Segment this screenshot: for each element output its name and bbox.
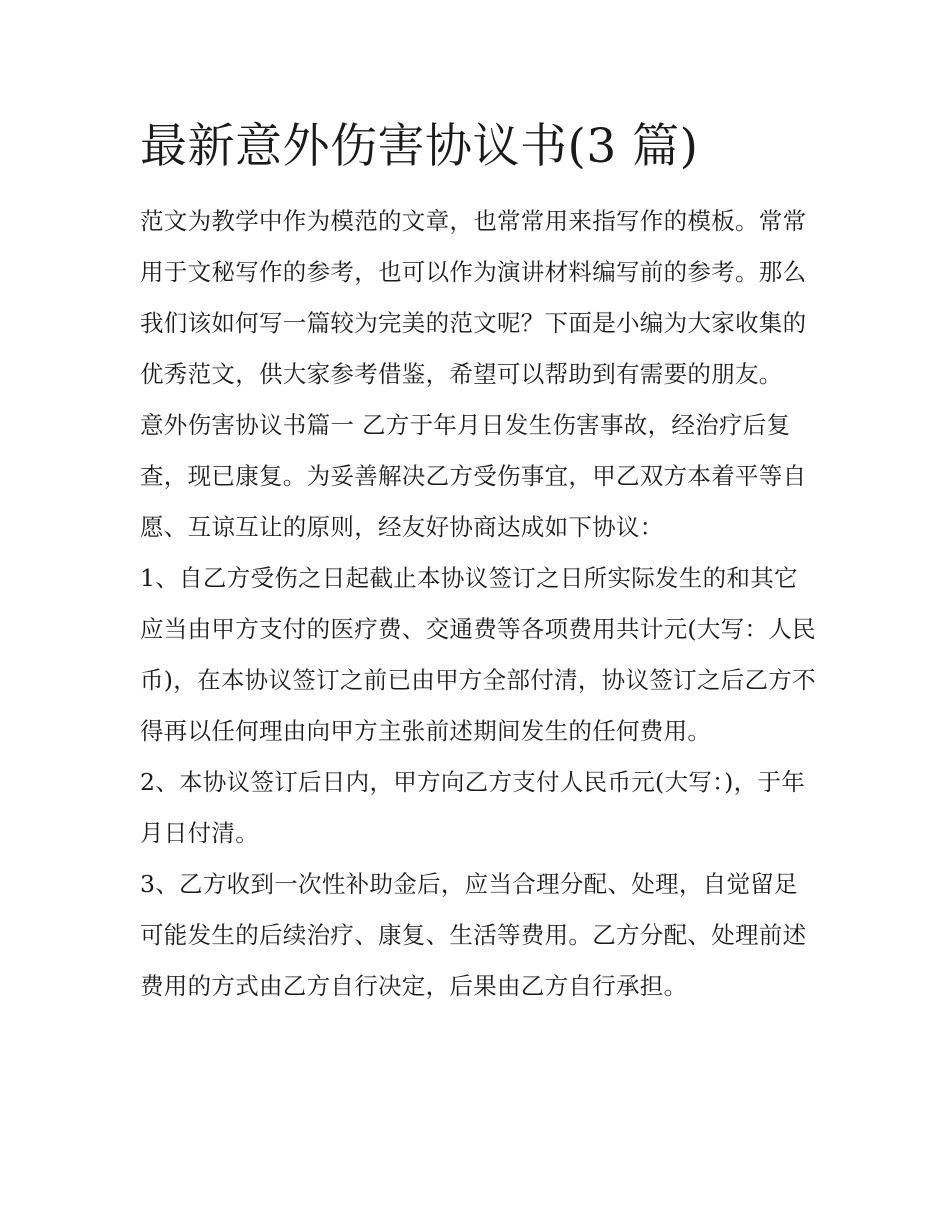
document-page (140, 112, 816, 1012)
clause-1: 1、自乙方受伤之日起截止本协议签订之日所实际发生的和其它应当由甲方支付的医疗费、交通费等各项费用共计元(大写：人民币)，在本协议签订之前已由甲方全部付清，协议签订之后乙方不得再以任何理由向甲方主张前述期间发生的任何费用。 (140, 564, 816, 745)
agreement-preamble: 意外伤害协议书篇一 乙方于年月日发生伤害事故，经治疗后复查，现已康复。为妥善解决乙方受伤事宜，甲乙双方本着平等自愿、互谅互让的原则，经友好协商达成如下协议： (140, 411, 807, 541)
document-title: 最新意外伤害协议书(3 篇) (140, 119, 699, 174)
intro-paragraph: 范文为教学中作为模范的文章，也常常用来指写作的模板。常常用于文秘写作的参考，也可以作为演讲材料编写前的参考。那么我们该如何写一篇较为完美的范文呢？下面是小编为大家收集的优秀范文，供大家参考借鉴，希望可以帮助到有需要的朋友。 (140, 207, 807, 388)
clause-3: 3、乙方收到一次性补助金后，应当合理分配、处理，自觉留足可能发生的后续治疗、康复、生活等费用。乙方分配、处理前述费用的方式由乙方自行决定，后果由乙方自行承担。 (140, 870, 807, 1000)
clause-2: 2、本协议签订后日内，甲方向乙方支付人民币元(大写：)，于年月日付清。 (140, 768, 806, 847)
